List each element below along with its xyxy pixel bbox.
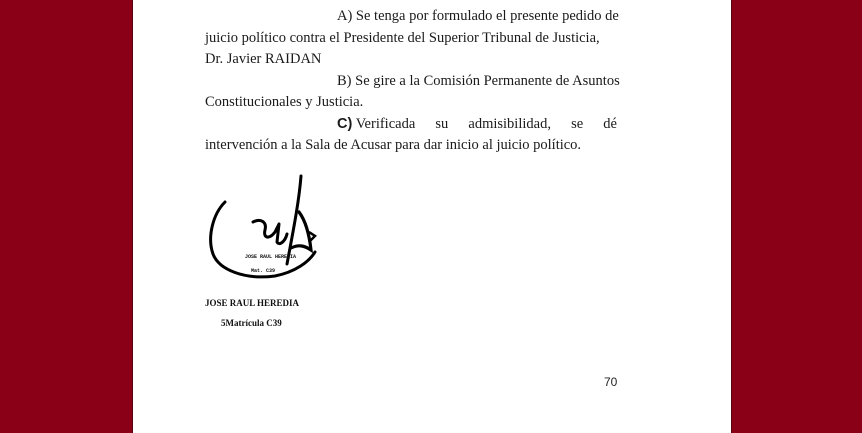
stamp-name-text: JOSE RAUL HEREDIA — [245, 254, 297, 260]
item-c-letter: C) — [337, 115, 353, 132]
stamp-mat-text: Mat. C39 — [251, 268, 276, 274]
item-a-line-1: A) Se tenga por formulado el presente pedido de — [337, 8, 619, 24]
item-a-line-3: Dr. Javier RAIDAN — [205, 51, 322, 67]
signer-matricula: 5Matrícula C39 — [221, 318, 282, 328]
signer-name: JOSE RAUL HEREDIA — [205, 298, 300, 308]
handwritten-signature — [205, 172, 325, 282]
signature-drawing — [205, 172, 325, 282]
item-c-word: dé — [603, 115, 617, 132]
item-c-word: Verificada — [355, 115, 416, 132]
item-a-line-2: juicio político contra el Presidente del Superior Tribunal de Justicia, — [205, 29, 600, 46]
item-c-word: su — [435, 115, 449, 132]
item-c-line-2: intervención a la Sala de Acusar para dar inicio al juicio político. — [205, 137, 582, 153]
item-c-word: se — [571, 115, 584, 132]
item-c-words — [337, 114, 617, 136]
document-page — [132, 0, 732, 433]
item-b-line-1: B) Se gire a la Comisión Permanente de Asuntos — [337, 72, 620, 89]
petition-items — [205, 6, 620, 157]
page-number: 70 — [604, 375, 618, 389]
item-c-word: admisibilidad, — [468, 115, 551, 132]
item-b-line-2: Constitucionales y Justicia. — [205, 94, 364, 110]
item-c-line-1 — [205, 114, 617, 136]
item-c-first — [337, 114, 415, 136]
